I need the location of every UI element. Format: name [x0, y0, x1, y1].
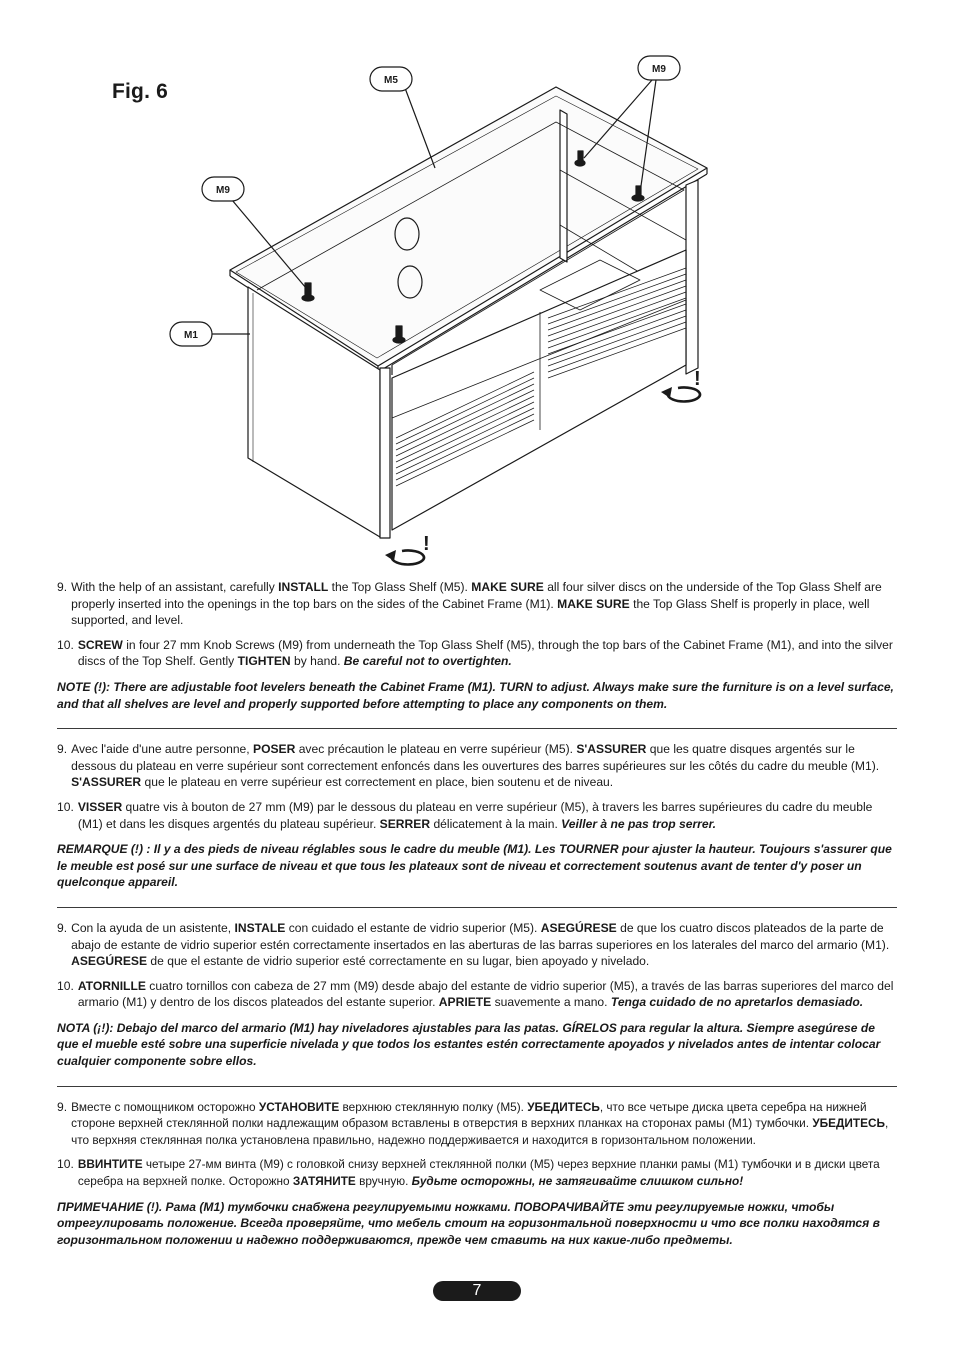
step-text — [71, 1099, 897, 1149]
step-number: 10. — [57, 637, 74, 652]
step-text — [78, 799, 897, 832]
text-run: avec précaution le plateau en verre supérieur (M5). — [295, 742, 577, 757]
note-es: NOTA (¡!): Debajo del marco del armario (M1) hay niveladores ajustables para las patas. GÍRELOS para regular la altura. Siempre asegúrese de que el mueble esté sobre una superficie nivelada y que todos los estantes estén correctamente apoyados y nivelados antes de intentar colocar cualquier componente sobre ellos. — [57, 1020, 881, 1069]
text-run: ATORNILLE — [77, 978, 146, 993]
step-number: 9. — [57, 742, 68, 757]
text-run: INSTALE — [234, 920, 286, 935]
step-es-10 — [57, 978, 897, 1011]
step-text — [71, 920, 897, 970]
step-text — [78, 637, 897, 670]
callout-m9-left-label: M9 — [216, 185, 230, 196]
text-run: de que el estante de vidrio superior esté correctamente en su lugar, bien apoyado y nivelado. — [147, 954, 650, 969]
text-run: , что все четыре диска цвета серебра на нижней стороне верхней стеклянной полки надлежащим образом вставлены в отверстия в верхних планках на сторонах рамы (M1) тумбочки. — [71, 1099, 867, 1131]
text-run: S'ASSURER — [71, 775, 142, 790]
text-run: ASEGÚRESE — [71, 954, 148, 969]
text-run: cuatro tornillos con cabeza de 27 mm (M9) desde abajo del estante de vidrio superior (M5), a través de las barras superiores del marco del armario (M1) y dentro de los discos plateados del estante superior. — [77, 978, 894, 1010]
step-text — [71, 579, 897, 629]
text-run: ЗАТЯНИТЕ — [292, 1174, 356, 1189]
text-run: APRIETE — [438, 995, 492, 1010]
text-run: TIGHTEN — [237, 654, 291, 669]
page-number: 7 — [433, 1281, 521, 1301]
text-run: VISSER — [77, 799, 123, 814]
step-en-9 — [57, 579, 897, 629]
note-ru: ПРИМЕЧАНИЕ (!). Рама (M1) тумбочки снабжена регулируемыми ножками. ПОВОРАЧИВАЙТЕ эти регулируемые ножки, чтобы отрегулировать положение. Всегда проверяйте, что мебель стоит на горизонтальной поверхности и что все полки находятся в горизонтальном положении и надежно поддерживаются, прежде чем ставить на них какие-либо предметы. — [57, 1199, 880, 1247]
text-run: Avec l'aide d'une autre personne, — [71, 742, 253, 757]
text-run: верхнюю стеклянную полку (M5). — [339, 1099, 528, 1114]
step-number: 10. — [57, 799, 74, 814]
step-fr-10 — [57, 799, 897, 832]
section-en — [57, 579, 897, 712]
text-run: ВВИНТИТЕ — [77, 1157, 143, 1172]
text-run: SCREW — [77, 637, 123, 652]
text-run: quatre vis à bouton de 27 mm (M9) par le dessous du plateau en verre supérieur (M5), à travers les barres supérieures du cadre du meuble (M1) et dans les disques argentés du plateau supérieur. — [77, 799, 873, 831]
text-run: MAKE SURE — [557, 596, 630, 611]
step-number: 10. — [57, 1157, 74, 1172]
callout-m1-label: M1 — [184, 330, 198, 341]
section-divider — [57, 907, 897, 908]
text-run: MAKE SURE — [471, 580, 544, 594]
instructions — [57, 579, 897, 1248]
text-run: all four silver discs on the underside of the Top Glass Shelf are properly inserted into the openings in the top bars on the sides of the Cabinet Frame (M1). — [71, 580, 882, 611]
step-number: 10. — [57, 978, 74, 993]
text-run: Con la ayuda de un asistente, — [71, 920, 235, 935]
text-run: With the help of an assistant, carefully — [71, 580, 279, 594]
callout-m9-top-label: M9 — [652, 64, 666, 75]
text-run: con cuidado el estante de vidrio superior (M5). — [285, 920, 541, 935]
text-run: de que los cuatro discos plateados de la parte de abajo de estante de vidrio superior estén correctamente insertados en las aberturas de las barras superiores en los laterales del marco del armario (M1). — [71, 920, 890, 952]
step-ru-10 — [57, 1156, 897, 1189]
text-run: , что верхняя стеклянная полка установлена правильно, надежно поддерживается и находится в горизонтальном положении. — [71, 1116, 889, 1147]
text-run: УБЕДИТЕСЬ — [527, 1099, 600, 1114]
warning-mark: ! — [423, 533, 430, 555]
warning-mark: ! — [694, 368, 701, 390]
text-run: INSTALL — [278, 580, 329, 594]
step-en-10 — [57, 637, 897, 670]
text-run: délicatement à la main. — [430, 816, 562, 831]
step-text — [78, 978, 897, 1011]
section-es — [57, 920, 897, 1070]
text-run: Вместе с помощником осторожно — [71, 1099, 259, 1114]
callout-m1 — [170, 322, 250, 346]
text-run: четыре 27-мм винта (M9) с головкой снизу верхней стеклянной полки (M5) через верхние планки рамы (M1) тумбочки и в диски цвета серебра на верхней полке. Осторожно — [77, 1157, 880, 1189]
note-en: NOTE (!): There are adjustable foot levelers beneath the Cabinet Frame (M1). TURN to adjust. Always make sure the furniture is on a level surface, and that all shelves are level and properly supported before attempting to place any components on them. — [57, 679, 894, 711]
text-run: Be careful not to overtighten. — [343, 654, 512, 669]
text-run: POSER — [253, 742, 296, 757]
step-number: 9. — [57, 580, 68, 594]
step-ru-9 — [57, 1099, 897, 1149]
text-run: the Top Glass Shelf is properly in place, well supported, and level. — [71, 596, 870, 628]
text-run: que le plateau en verre supérieur est correctement en place, bien soutenu et de niveau. — [141, 775, 614, 790]
text-run: in four 27 mm Knob Screws (M9) from underneath the Top Glass Shelf (M5), through the top bars of the Cabinet Frame (M1), and into the silver discs of the Top Shelf. Gently — [77, 637, 893, 669]
text-run: УСТАНОВИТЕ — [258, 1099, 340, 1114]
text-run: SERRER — [379, 816, 431, 831]
callout-m5-label: M5 — [384, 75, 398, 86]
step-number: 9. — [57, 1099, 68, 1114]
text-run: ASEGÚRESE — [540, 920, 617, 935]
figure-title: Fig. 6 — [112, 80, 169, 103]
text-run: Veiller à ne pas trop serrer. — [561, 816, 717, 831]
step-fr-9 — [57, 741, 897, 791]
step-number: 9. — [57, 920, 68, 935]
text-run: que les quatre disques argentés sur le dessous du plateau en verre supérieur sont correctement enfoncés dans les ouvertures des barres supérieures sur les côtés du cadre du meuble (M1). — [71, 742, 880, 773]
text-run: by hand. — [290, 654, 344, 669]
section-divider — [57, 1086, 897, 1087]
step-text — [78, 1156, 897, 1189]
text-run: Tenga cuidado de no apretarlos demasiado. — [610, 995, 864, 1010]
section-fr — [57, 741, 897, 891]
text-run: S'ASSURER — [576, 742, 647, 757]
step-text — [71, 741, 897, 791]
callout-m5 — [370, 67, 435, 168]
rotate-arrow-icon — [385, 533, 430, 564]
step-es-9 — [57, 920, 897, 970]
section-ru — [57, 1099, 897, 1249]
section-divider — [57, 728, 897, 729]
text-run: the Top Glass Shelf (M5). — [328, 580, 472, 594]
text-run: suavemente a mano. — [491, 995, 611, 1010]
note-fr: REMARQUE (!) : Il y a des pieds de niveau réglables sous le cadre du meuble (M1). Les TOURNER pour ajuster la hauteur. Toujours s'assurer que le meuble est posé sur une surface de niveau et que tous les plateaux sont de niveau et correctement soutenus avant de tenter d'y poser un quelconque appareil. — [57, 842, 892, 890]
text-run: УБЕДИТЕСЬ — [812, 1116, 885, 1131]
text-run: Будьте осторожны, не затягивайте слишком сильно! — [411, 1174, 744, 1189]
text-run: вручную. — [355, 1174, 412, 1189]
